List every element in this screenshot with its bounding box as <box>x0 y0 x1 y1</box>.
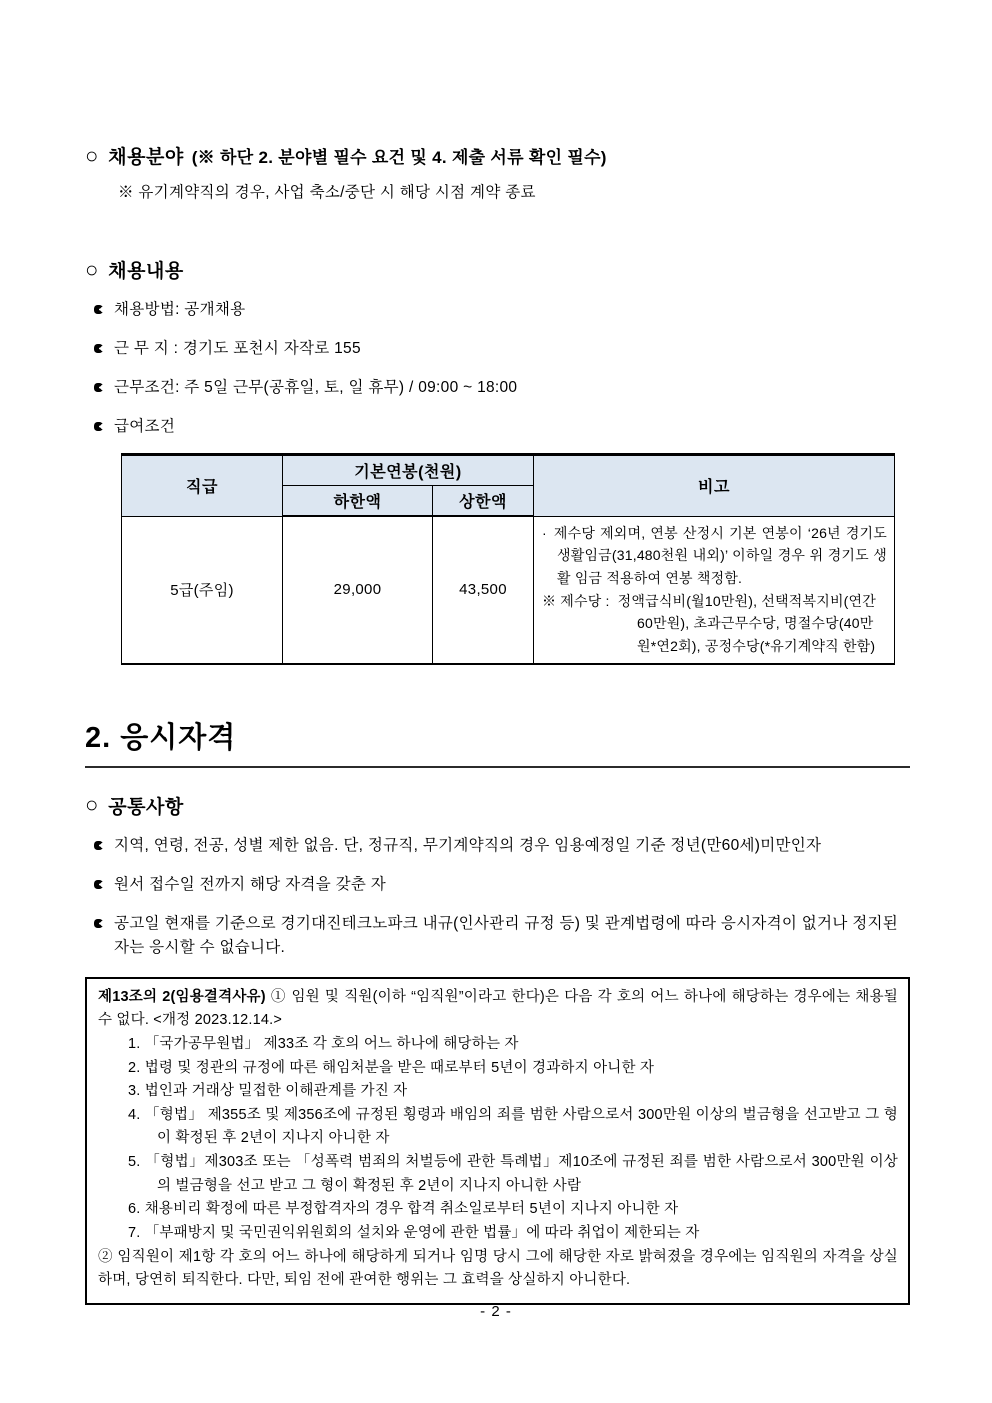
bullet-text: 근 무 지 : 경기도 포천시 자작로 155 <box>114 340 361 358</box>
bullet-icon <box>94 919 103 928</box>
clause-item: 5. 「형법」제303조 또는 「성폭력 범죄의 처벌등에 관한 특례법」제10조에 규정된 죄를 범한 사람으로서 300만원 이상의 벌금형을 선고 받고 그 형이 확정된 후 2년이 지나지 아니한 사람 <box>128 1154 898 1194</box>
recruit-info-title: 채용내용 <box>108 261 184 282</box>
bullet-text: 급여조건 <box>114 418 176 436</box>
note-text: 제수당 제외며, 연봉 산정시 기본 연봉이 ‘26년 경기도 생활임금(31,480천원 내외)’ 이하일 경우 위 경기도 생활 임금 적용하여 연봉 책정함. <box>553 524 887 586</box>
list-item <box>85 337 910 361</box>
bullet-icon <box>94 305 103 314</box>
list-item <box>85 298 910 322</box>
note-text: 정액급식비(월10만원), 선택적복지비(연간60만원), 초과근무수당, 명절수당(40만원*연2회), 공정수당(*유기계약직 한함) <box>617 592 876 654</box>
clause-item: 3. 법인과 거래상 밀접한 이해관계를 가진 자 <box>128 1083 408 1100</box>
disqualification-clause-box <box>85 977 910 1305</box>
clause-intro <box>98 986 898 1033</box>
note-paragraph <box>542 522 887 590</box>
salary-table <box>121 453 895 665</box>
clause-item: 6. 채용비리 확정에 따른 부정합격자의 경우 합격 취소일로부터 5년이 지나지 아니한 자 <box>128 1201 679 1218</box>
clause-item: 4. 「형법」 제355조 및 제356조에 규정된 횡령과 배임의 죄를 범한 사람으로서 300만원 이상의 벌금형을 선고받고 그 형이 확정된 후 2년이 지나지 아니한 자 <box>128 1106 898 1147</box>
column-header-note: 비고 <box>534 455 895 517</box>
list-item <box>85 834 910 858</box>
page-number: - 2 - <box>480 1303 512 1320</box>
list-item <box>85 912 910 960</box>
clause-closing: ② 임직원이 제1항 각 호의 어느 하나에 해당하게 되거나 임명 당시 그에 해당한 자로 밝혀졌을 경우에는 임직원의 자격을 상실하며, 당연히 퇴직한다. 다만, 퇴임 전에 관여한 행위는 그 효력을 상실하지 아니한다. <box>98 1248 898 1289</box>
bullet-icon <box>94 422 103 431</box>
bullet-text: 원서 접수일 전까지 해당 자격을 갖춘 자 <box>114 875 387 893</box>
cell-min-salary: 29,000 <box>283 516 433 664</box>
common-requirements-heading <box>85 792 910 819</box>
recruit-info-heading <box>85 256 910 283</box>
dot-marker: · <box>542 524 547 541</box>
clause-intro-text: ① 임원 및 직원(이하 “임직원”이라고 한다)은 다음 각 호의 어느 하나에 해당하는 경우에는 채용될 수 없다. <개정 2023.12.14.> <box>98 988 898 1029</box>
recruit-field-heading <box>85 142 910 169</box>
bullet-icon <box>94 880 103 889</box>
table-header-row <box>122 455 895 486</box>
bullet-text: 공고일 현재를 기준으로 경기대진테크노파크 내규(인사관리 규정 등) 및 관계법령에 따라 응시자격이 없거나 정지된 자는 응시할 수 없습니다. <box>114 914 899 956</box>
clause-item: 1. 「국가공무원법」 제33조 각 호의 어느 하나에 해당하는 자 <box>128 1035 519 1052</box>
list-item <box>85 873 910 897</box>
circle-marker-icon: ○ <box>85 142 99 168</box>
recruit-field-suffix: (※ 하단 2. 분야별 필수 요건 및 4. 제출 서류 확인 필수) <box>191 148 607 167</box>
bullet-icon <box>94 841 103 850</box>
common-requirements-title: 공통사항 <box>108 796 184 818</box>
cell-note <box>534 516 895 664</box>
bullet-text: 근무조건: 주 5일 근무(공휴일, 토, 일 휴무) / 09:00 ~ 18:00 <box>114 379 518 397</box>
note-paragraph <box>542 590 887 658</box>
circle-marker-icon: ○ <box>85 256 99 282</box>
column-header-grade: 직급 <box>122 455 283 517</box>
list-item <box>85 376 910 400</box>
reference-marker: ※ 제수당 : <box>542 592 610 609</box>
clause-item: 7. 「부패방지 및 국민권익위원회의 설치와 운영에 관한 법률」에 따라 취업이 제한되는 자 <box>128 1224 700 1241</box>
table-row <box>122 516 895 664</box>
column-header-base-salary: 기본연봉(천원) <box>283 455 534 486</box>
cell-grade: 5급(주임) <box>122 516 283 664</box>
common-requirements-bullet-list <box>85 834 910 960</box>
cell-max-salary: 43,500 <box>433 516 534 664</box>
recruit-field-title: 채용분야 <box>108 147 184 168</box>
bullet-icon <box>94 383 103 392</box>
list-item <box>85 415 910 439</box>
clause-item: 2. 법령 및 정관의 규정에 따른 해임처분을 받은 때로부터 5년이 경과하지 아니한 자 <box>128 1059 655 1076</box>
bullet-text: 지역, 연령, 전공, 성별 제한 없음. 단, 정규직, 무기계약직의 경우 임용예정일 기준 정년(만60세)미만인자 <box>114 836 822 854</box>
recruit-field-note: ※ 유기계약직의 경우, 사업 축소/중단 시 해당 시점 계약 종료 <box>118 184 536 201</box>
column-header-min: 하한액 <box>283 486 433 517</box>
bullet-text: 채용방법: 공개채용 <box>114 301 246 318</box>
bullet-icon <box>94 344 103 353</box>
clause-title: 제13조의 2(임용결격사유) <box>98 988 266 1005</box>
column-header-max: 상한액 <box>433 486 534 517</box>
recruit-info-bullet-list <box>85 298 910 439</box>
section-2-title: 2. 응시자격 <box>85 715 910 768</box>
circle-marker-icon: ○ <box>85 792 99 818</box>
